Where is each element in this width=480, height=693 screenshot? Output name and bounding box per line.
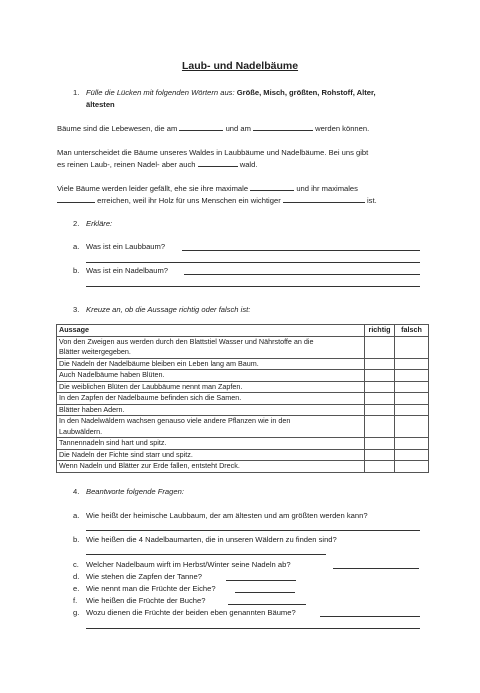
section4-instruction: Beantworte folgende Fragen:	[86, 487, 184, 496]
section3-number: 3.	[73, 305, 80, 314]
false-checkbox-cell[interactable]	[395, 358, 429, 370]
false-checkbox-cell[interactable]	[395, 336, 429, 358]
statement-cell: Von den Zweigen aus werden durch den Blattstiel Wasser und Nährstoffe an die Blätter weitergegeben.	[57, 336, 365, 358]
false-checkbox-cell[interactable]	[395, 438, 429, 450]
section1-instruction	[86, 88, 376, 97]
answer-line[interactable]	[184, 267, 420, 275]
section1-paragraph-2-line-1: Man unterscheidet die Bäume unseres Waldes in Laubbäume und Nadelbäume. Bei uns gibt	[57, 148, 369, 157]
statement-cell: Die weiblichen Blüten der Laubbäume nennt man Zapfen.	[57, 381, 365, 393]
section2-instruction: Erkläre:	[86, 219, 113, 228]
true-checkbox-cell[interactable]	[365, 461, 395, 473]
table-row	[57, 358, 429, 370]
section4-item-letter: a.	[73, 511, 80, 520]
section4-question-f: Wie heißen die Früchte der Buche?	[86, 596, 206, 605]
blank-line[interactable]	[198, 159, 238, 167]
blank-line[interactable]	[283, 195, 365, 203]
section3-instruction: Kreuze an, ob die Aussage richtig oder falsch ist:	[86, 305, 251, 314]
answer-line[interactable]	[86, 279, 420, 287]
true-false-table	[56, 324, 429, 473]
answer-line[interactable]	[86, 255, 420, 263]
table-row	[57, 370, 429, 382]
true-checkbox-cell[interactable]	[365, 336, 395, 358]
section1-paragraph-2-line-2: es reinen Laub-, reinen Nadel- aber auch wald.	[57, 160, 258, 169]
header-true: richtig	[365, 325, 395, 337]
statement-cell: Tannennadeln sind hart und spitz.	[57, 438, 365, 450]
section1-word-list: Größe, Misch, größten, Rohstoff, Alter,	[236, 88, 376, 97]
section4-item-letter: b.	[73, 535, 80, 544]
answer-line[interactable]	[86, 621, 420, 629]
section4-item-letter: f.	[73, 596, 78, 605]
section2-question-b: Was ist ein Nadelbaum?	[86, 266, 169, 275]
true-checkbox-cell[interactable]	[365, 416, 395, 438]
statement-cell: Die Nadeln der Fichte sind starr und spitz.	[57, 449, 365, 461]
statement-cell: In den Nadelwäldern wachsen genauso viele andere Pflanzen wie in den Laubwäldern.	[57, 416, 365, 438]
section1-paragraph-3-line-1: Viele Bäume werden leider gefällt, ehe sie ihre maximale und ihr maximales	[57, 184, 358, 193]
true-checkbox-cell[interactable]	[365, 381, 395, 393]
blank-line[interactable]	[57, 195, 95, 203]
table-row	[57, 449, 429, 461]
answer-line[interactable]	[182, 243, 420, 251]
false-checkbox-cell[interactable]	[395, 370, 429, 382]
answer-line[interactable]	[86, 523, 420, 531]
answer-line[interactable]	[226, 573, 296, 581]
blank-line[interactable]	[250, 183, 294, 191]
statement-cell: Auch Nadelbäume haben Blüten.	[57, 370, 365, 382]
false-checkbox-cell[interactable]	[395, 404, 429, 416]
blank-line[interactable]	[179, 123, 223, 131]
table-row	[57, 461, 429, 473]
answer-line[interactable]	[228, 597, 306, 605]
section2-item-letter: a.	[73, 242, 80, 251]
section1-instruction-prefix: Fülle die Lücken mit folgenden Wörtern aus:	[86, 88, 235, 97]
false-checkbox-cell[interactable]	[395, 449, 429, 461]
section1-number: 1.	[73, 88, 80, 97]
section1-paragraph-3-line-2: erreichen, weil ihr Holz für uns Menschen ein wichtiger ist.	[57, 195, 377, 208]
section2-item-letter: b.	[73, 266, 80, 275]
true-checkbox-cell[interactable]	[365, 358, 395, 370]
answer-line[interactable]	[235, 585, 295, 593]
section4-question-a: Wie heißt der heimische Laubbaum, der am ältesten und am größten werden kann?	[86, 511, 368, 520]
table-row	[57, 416, 429, 438]
section4-question-g: Wozu dienen die Früchte der beiden eben genannten Bäume?	[86, 608, 296, 617]
true-checkbox-cell[interactable]	[365, 449, 395, 461]
section4-number: 4.	[73, 487, 80, 496]
false-checkbox-cell[interactable]	[395, 393, 429, 405]
section4-item-letter: d.	[73, 572, 80, 581]
page-title: Laub- und Nadelbäume	[181, 60, 299, 72]
section2-question-a: Was ist ein Laubbaum?	[86, 242, 166, 251]
answer-line[interactable]	[333, 561, 419, 569]
section4-item-letter: g.	[73, 608, 80, 617]
section4-item-letter: c.	[73, 560, 79, 569]
section4-question-c: Welcher Nadelbaum wirft im Herbst/Winter seine Nadeln ab?	[86, 560, 291, 569]
answer-line[interactable]	[320, 609, 420, 617]
statement-cell: In den Zapfen der Nadelbaume befinden sich die Samen.	[57, 393, 365, 405]
answer-line[interactable]	[86, 547, 326, 555]
table-row	[57, 336, 429, 358]
table-row	[57, 438, 429, 450]
header-false: falsch	[395, 325, 429, 337]
table-header-row	[57, 325, 429, 337]
false-checkbox-cell[interactable]	[395, 461, 429, 473]
section1-paragraph-1: Bäume sind die Lebewesen, die am und am werden können.	[57, 124, 370, 133]
true-checkbox-cell[interactable]	[365, 370, 395, 382]
statement-cell: Blätter haben Adern.	[57, 404, 365, 416]
false-checkbox-cell[interactable]	[395, 416, 429, 438]
section4-question-d: Wie stehen die Zapfen der Tanne?	[86, 572, 202, 581]
false-checkbox-cell[interactable]	[395, 381, 429, 393]
section4-question-b: Wie heißen die 4 Nadelbaumarten, die in unseren Wäldern zu finden sind?	[86, 535, 337, 544]
section4-item-letter: e.	[73, 584, 80, 593]
header-statement: Aussage	[57, 325, 365, 337]
statement-cell: Die Nadeln der Nadelbäume bleiben ein Leben lang am Baum.	[57, 358, 365, 370]
true-checkbox-cell[interactable]	[365, 404, 395, 416]
section1-word-list-cont: ältesten	[86, 100, 115, 109]
blank-line[interactable]	[253, 123, 313, 131]
statement-cell: Wenn Nadeln und Blätter zur Erde fallen, entsteht Dreck.	[57, 461, 365, 473]
table-row	[57, 393, 429, 405]
table-row	[57, 381, 429, 393]
true-checkbox-cell[interactable]	[365, 393, 395, 405]
section2-number: 2.	[73, 219, 80, 228]
section4-question-e: Wie nennt man die Früchte der Eiche?	[86, 584, 216, 593]
true-checkbox-cell[interactable]	[365, 438, 395, 450]
table-row	[57, 404, 429, 416]
